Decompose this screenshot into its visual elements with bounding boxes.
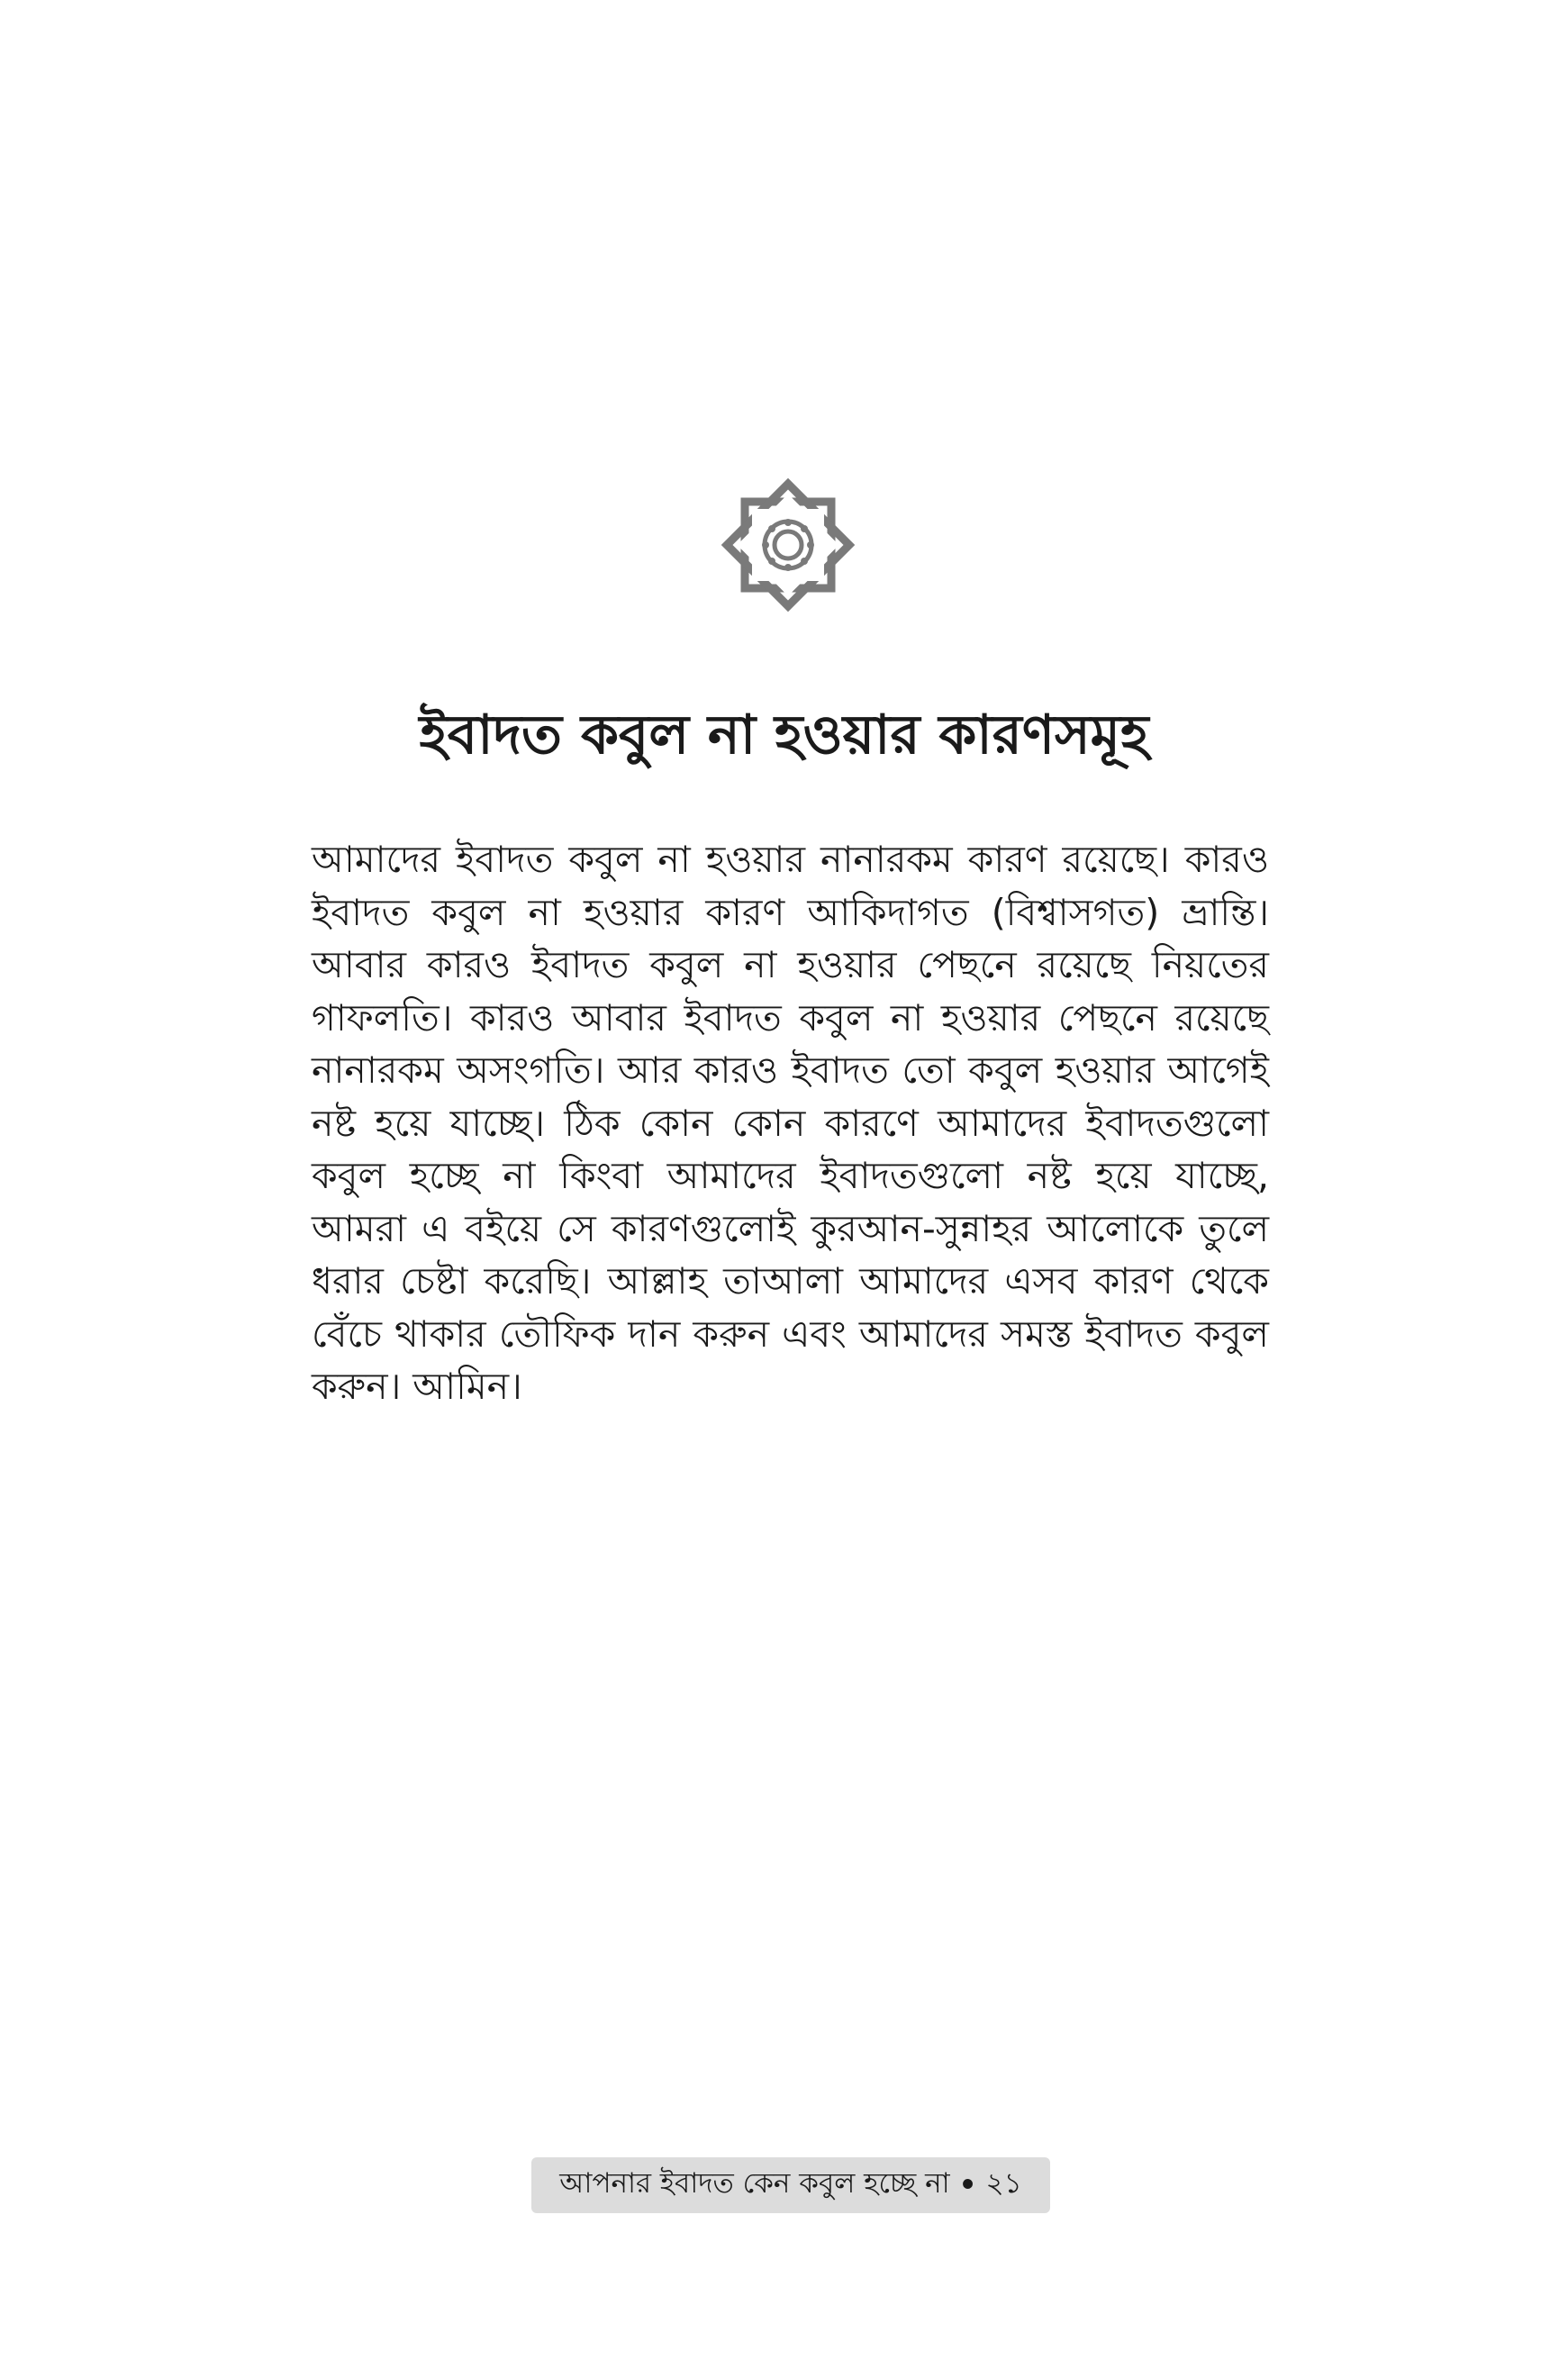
page-number: ২১ bbox=[985, 2167, 1022, 2200]
running-footer bbox=[531, 2157, 1050, 2213]
footer-separator: • bbox=[958, 2169, 977, 2201]
footer-book-title: আপনার ইবাদত কেন কবুল হচ্ছে না bbox=[559, 2167, 950, 2200]
body-paragraph: আমাদের ইবাদত কবুল না হওয়ার নানারকম কারণ রয়েছে। কারও ইবাদত কবুল না হওয়ার কারণ আকিদাগত (বিশ্বাসগত) ভ্রান্তি। আবার কারও ইবাদত কবুল না হওয়ার পেছনে রয়েছে নিয়তের গাফলতি। কারও আবার ইবাদত কবুল না হওয়ার পেছনে রয়েছে নানারকম অসংগতি। আর কারও ইবাদত তো কবুল হওয়ার আগেই নষ্ট হয়ে যাচ্ছে। ঠিক কোন কোন কারণে আমাদের ইবাদতগুলো কবুল হচ্ছে না কিংবা আমাদের ইবাদতগুলো নষ্ট হয়ে যাচ্ছে, আমরা এ বইয়ে সে কারণগুলোই কুরআন-সুন্নাহর আলোকে তুলে ধরার চেষ্টা করেছি। আল্লাহ তাআলা আমাদের এসব কারণ থেকে বেঁচে থাকার তৌফিক দান করুন এবং আমাদের সমস্ত ইবাদত কবুল করুন। আমিন। bbox=[312, 838, 1269, 1408]
chapter-title: ইবাদত কবুল না হওয়ার কারণসমূহ bbox=[419, 703, 1149, 767]
octagram-flower-icon bbox=[721, 477, 856, 613]
